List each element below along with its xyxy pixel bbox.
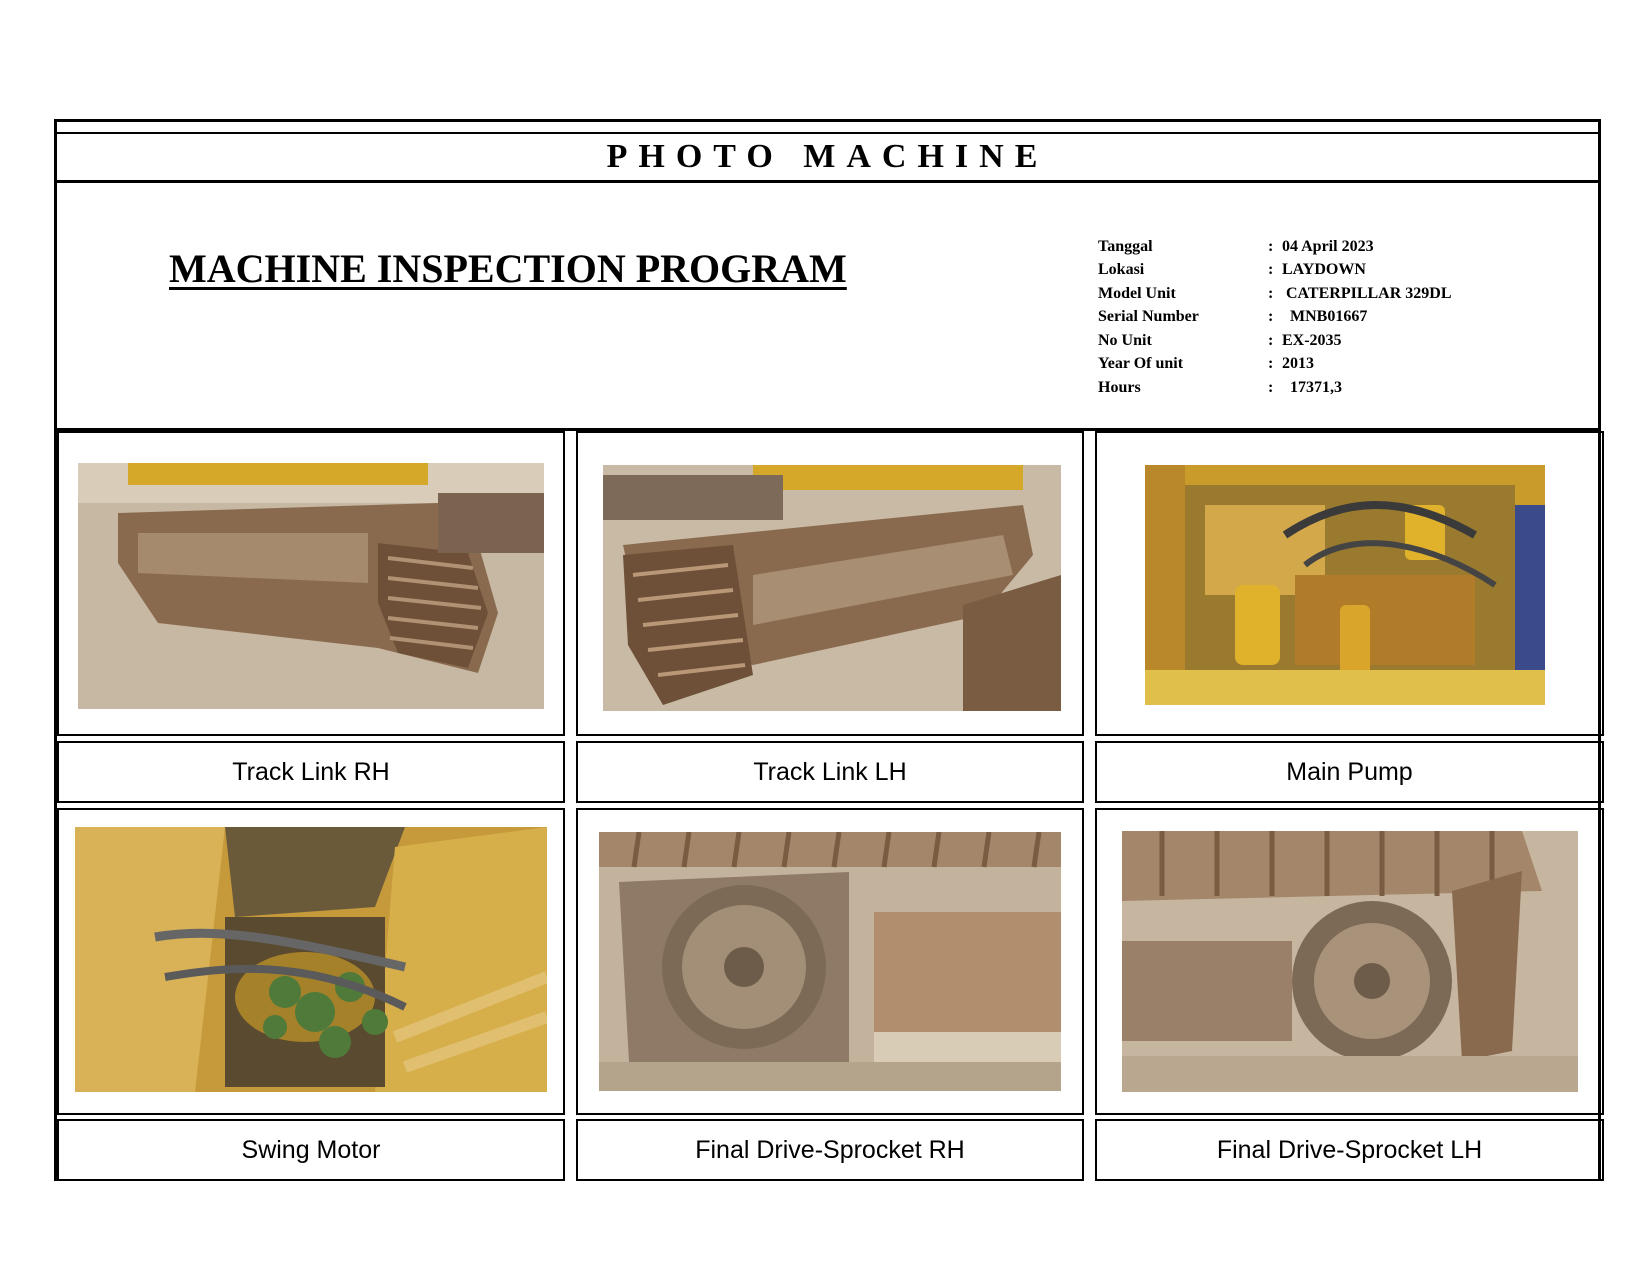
- caption-swing-motor: Swing Motor: [57, 1119, 565, 1181]
- info-colon: :: [1268, 308, 1274, 326]
- info-value: CATERPILLAR 329DL: [1282, 284, 1452, 302]
- info-row-serial: [1098, 306, 1452, 330]
- photo-cell-track-link-rh: [57, 431, 565, 736]
- photo-cell-track-link-lh: [576, 431, 1084, 736]
- info-row-year: [1098, 353, 1452, 377]
- caption-final-drive-rh: Final Drive-Sprocket RH: [576, 1119, 1084, 1181]
- info-row-location: [1098, 259, 1452, 283]
- info-label: Model Unit: [1098, 284, 1176, 302]
- info-label: Hours: [1098, 378, 1141, 396]
- info-row-date: [1098, 235, 1452, 259]
- info-colon: :: [1268, 331, 1274, 349]
- info-value: 17371,3: [1282, 378, 1342, 396]
- sprocket-photo: [599, 832, 1061, 1091]
- photo-cell-final-drive-rh: [576, 808, 1084, 1115]
- caption-final-drive-lh: Final Drive-Sprocket LH: [1095, 1119, 1604, 1181]
- info-value: 04 April 2023: [1282, 237, 1374, 255]
- track-photo: [78, 463, 544, 709]
- page-title: MACHINE INSPECTION PROGRAM: [169, 246, 847, 291]
- caption-track-link-lh: Track Link LH: [576, 741, 1084, 803]
- section-title: PHOTO MACHINE: [57, 134, 1598, 183]
- info-colon: :: [1268, 237, 1274, 255]
- photo-cell-swing-motor: [57, 808, 565, 1115]
- sprocket-photo: [1122, 831, 1578, 1092]
- info-value: 2013: [1282, 355, 1314, 373]
- header-area: [57, 183, 1598, 431]
- info-row-model: [1098, 282, 1452, 306]
- info-label: Lokasi: [1098, 261, 1145, 279]
- info-colon: :: [1268, 261, 1274, 279]
- photo-cell-final-drive-lh: [1095, 808, 1604, 1115]
- info-label: Serial Number: [1098, 308, 1199, 326]
- info-colon: :: [1268, 355, 1274, 373]
- info-label: Year Of unit: [1098, 355, 1184, 373]
- motor-photo: [75, 827, 547, 1092]
- info-value: LAYDOWN: [1282, 261, 1366, 279]
- photo-cell-main-pump: [1095, 431, 1604, 736]
- track-photo: [603, 465, 1061, 711]
- info-label: Tanggal: [1098, 237, 1153, 255]
- caption-main-pump: Main Pump: [1095, 741, 1604, 803]
- unit-info-table: [1098, 235, 1452, 400]
- info-row-unit: [1098, 329, 1452, 353]
- info-value: EX-2035: [1282, 331, 1342, 349]
- info-label: No Unit: [1098, 331, 1152, 349]
- info-value: MNB01667: [1282, 308, 1368, 326]
- pump-photo: [1145, 465, 1545, 705]
- info-colon: :: [1268, 378, 1274, 396]
- caption-track-link-rh: Track Link RH: [57, 741, 565, 803]
- document-frame: [54, 119, 1601, 1181]
- info-colon: :: [1268, 284, 1274, 302]
- info-row-hours: [1098, 376, 1452, 400]
